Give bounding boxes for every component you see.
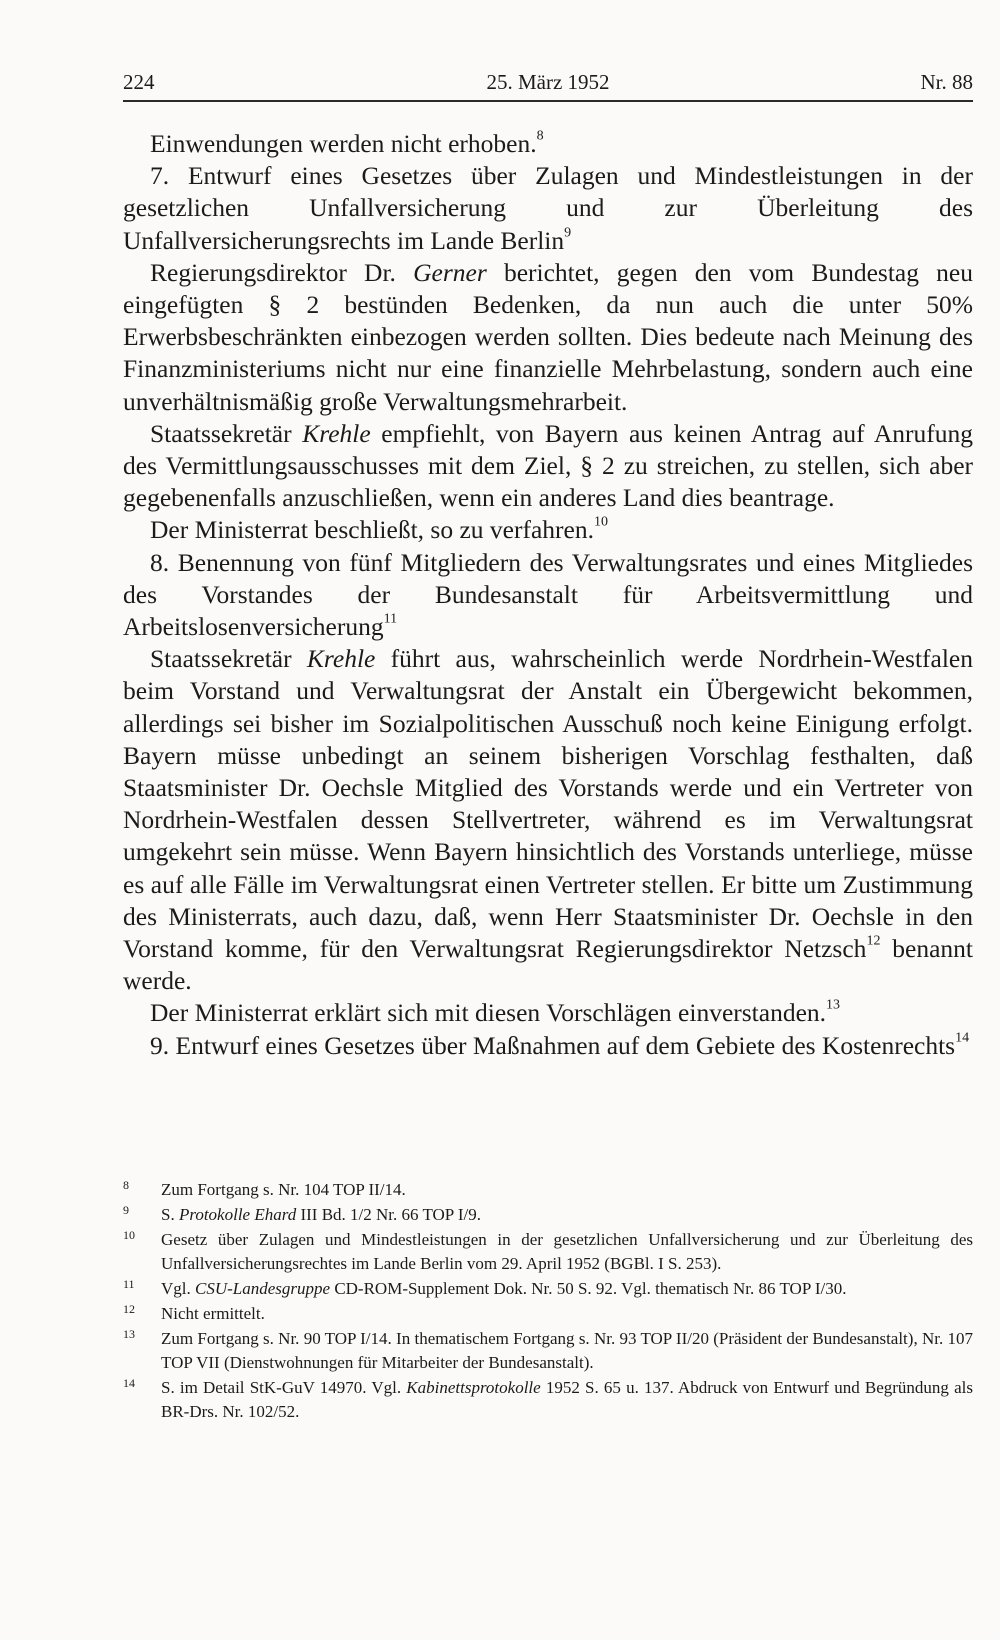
agenda-item-9: 9. Entwurf eines Gesetzes über Maßnahmen auf dem Gebiete des Kostenrechts$^{14}$ <box>150 1030 970 1060</box>
footnote-ref-14[interactable]: 14 <box>955 1030 970 1046</box>
paragraph-objections: Einwendungen werden nicht erhoben.$^8$ <box>150 128 544 158</box>
paragraph-decision-2: Der Ministerrat erklärt sich mit diesen Vorschlägen einverstanden.$^{13}$ <box>150 997 841 1028</box>
agenda-item-7: 7. Entwurf eines Gesetzes über Zulagen und Mindestleistungen in der gesetzlichen Unfallversicherung und zur Überleitung des Unfallversicherungsrechts im Lande Berlin$^9$ <box>123 161 973 255</box>
footnote-14: 14 S. im Detail StK-GuV 14970. Vgl. Kabinettsprotokolle 1952 S. 65 u. 137. Abdruck von Entwurf und Begründung als BR-Drs. Nr. 102/52. <box>123 1376 973 1421</box>
footnote-8: 8 Zum Fortgang s. Nr. 104 TOP II/14. <box>123 1178 406 1199</box>
footnote-11: 11 Vgl. CSU-Landesgruppe CD-ROM-Supplement Dok. Nr. 50 S. 92. Vgl. thematisch Nr. 86 TOP I/30. <box>123 1277 847 1298</box>
paragraph-gerner: Regierungsdirektor Dr. Gerner berichtet, gegen den vom Bundestag neu eingefügten § 2 bestünden Bedenken, da nun auch die unter 50% Erwerbsbeschränkten einbezogen werden sollten. Dies bedeute nach Meinung des Finanzministeriums nicht nur eine finanzielle Mehrbelastung, sondern auch eine unverhältnismäßig große Verwaltungsmehrarbeit. <box>123 257 973 416</box>
running-header <box>123 70 973 110</box>
footnote-ref-12[interactable]: 12 <box>866 933 881 949</box>
main-text <box>123 128 973 1062</box>
page-number: 224 <box>123 70 155 94</box>
footnote-13: 13 Zum Fortgang s. Nr. 90 TOP I/14. In thematischem Fortgang s. Nr. 93 TOP II/20 (Präsident der Bundesanstalt), Nr. 107 TOP VII (Dienstwohnungen für Mitarbeiter der Bundesanstalt). <box>123 1327 973 1372</box>
protocol-number: Nr. 88 <box>920 70 973 94</box>
speaker-name: Krehle <box>302 418 371 448</box>
footnote-9: 9 S. Protokolle Ehard III Bd. 1/2 Nr. 66 TOP I/9. <box>123 1203 482 1224</box>
footnote-12: 12 Nicht ermittelt. <box>123 1302 265 1323</box>
paragraph-krehle-2: Staatssekretär Krehle führt aus, wahrscheinlich werde Nordrhein-Westfalen beim Vorstand und Verwaltungsrat der Anstalt ein Übergewicht bekommen, allerdings sei bisher im Sozialpolitischen Ausschuß noch keine Einigung erfolgt. Bayern müsse unbedingt an seinem bisherigen Vorschlag festhalten, daß Staatsminister Dr. Oechsle Mitglied des Vorstands werde und ein Vertreter von Nordrhein-Westfalen dessen Stellvertreter, während es im Verwaltungsrat umgekehrt sein müsse. Wenn Bayern hinsichtlich des Vorstands unterliege, müsse es auf alle Fälle im Verwaltungsrat einen Vertreter stellen. Er bitte um Zustimmung des Ministerrats, auch dazu, daß, wenn Herr Staatsminister Dr. Oechsle in den Vorstand komme, für den Verwaltungsrat Regierungsdirektor Netzsch$^{12}$ benannt werde. <box>123 644 974 996</box>
footnote-ref-9[interactable]: 9 <box>564 225 572 240</box>
agenda-item-8: 8. Benennung von fünf Mitgliedern des Verwaltungsrates und eines Mitgliedes des Vorstandes der Bundesanstalt für Arbeitsvermittlung und Arbeitslosenversicherung$^{11}$ <box>123 547 973 642</box>
header-rule <box>123 100 973 102</box>
speaker-name: Gerner <box>413 257 487 287</box>
footnote-ref-11[interactable]: 11 <box>383 611 398 627</box>
footnote-ref-13[interactable]: 13 <box>826 997 841 1013</box>
speaker-name: Krehle <box>306 644 376 674</box>
footnote-ref-10[interactable]: 10 <box>593 514 608 530</box>
footnote-10: 10 Gesetz über Zulagen und Mindestleistungen in der gesetzlichen Unfallversicherung und zur Überleitung des Unfallversicherungsrechtes im Lande Berlin vom 29. April 1952 (BGBl. I S. 253). <box>123 1228 973 1273</box>
paragraph-krehle-1: Staatssekretär Krehle empfiehlt, von Bayern aus keinen Antrag auf Anrufung des Vermittlungsausschusses mit dem Ziel, § 2 zu streichen, zu stellen, sich aber gegebenenfalls anzuschließen, wenn ein anderes Land dies beantrage. <box>123 418 973 513</box>
footnote-ref-8[interactable]: 8 <box>536 128 544 144</box>
header-date: 25. März 1952 <box>486 70 610 94</box>
footnotes <box>123 1178 973 1425</box>
paragraph-decision-1: Der Ministerrat beschließt, so zu verfahren.$^{10}$ <box>150 514 608 545</box>
